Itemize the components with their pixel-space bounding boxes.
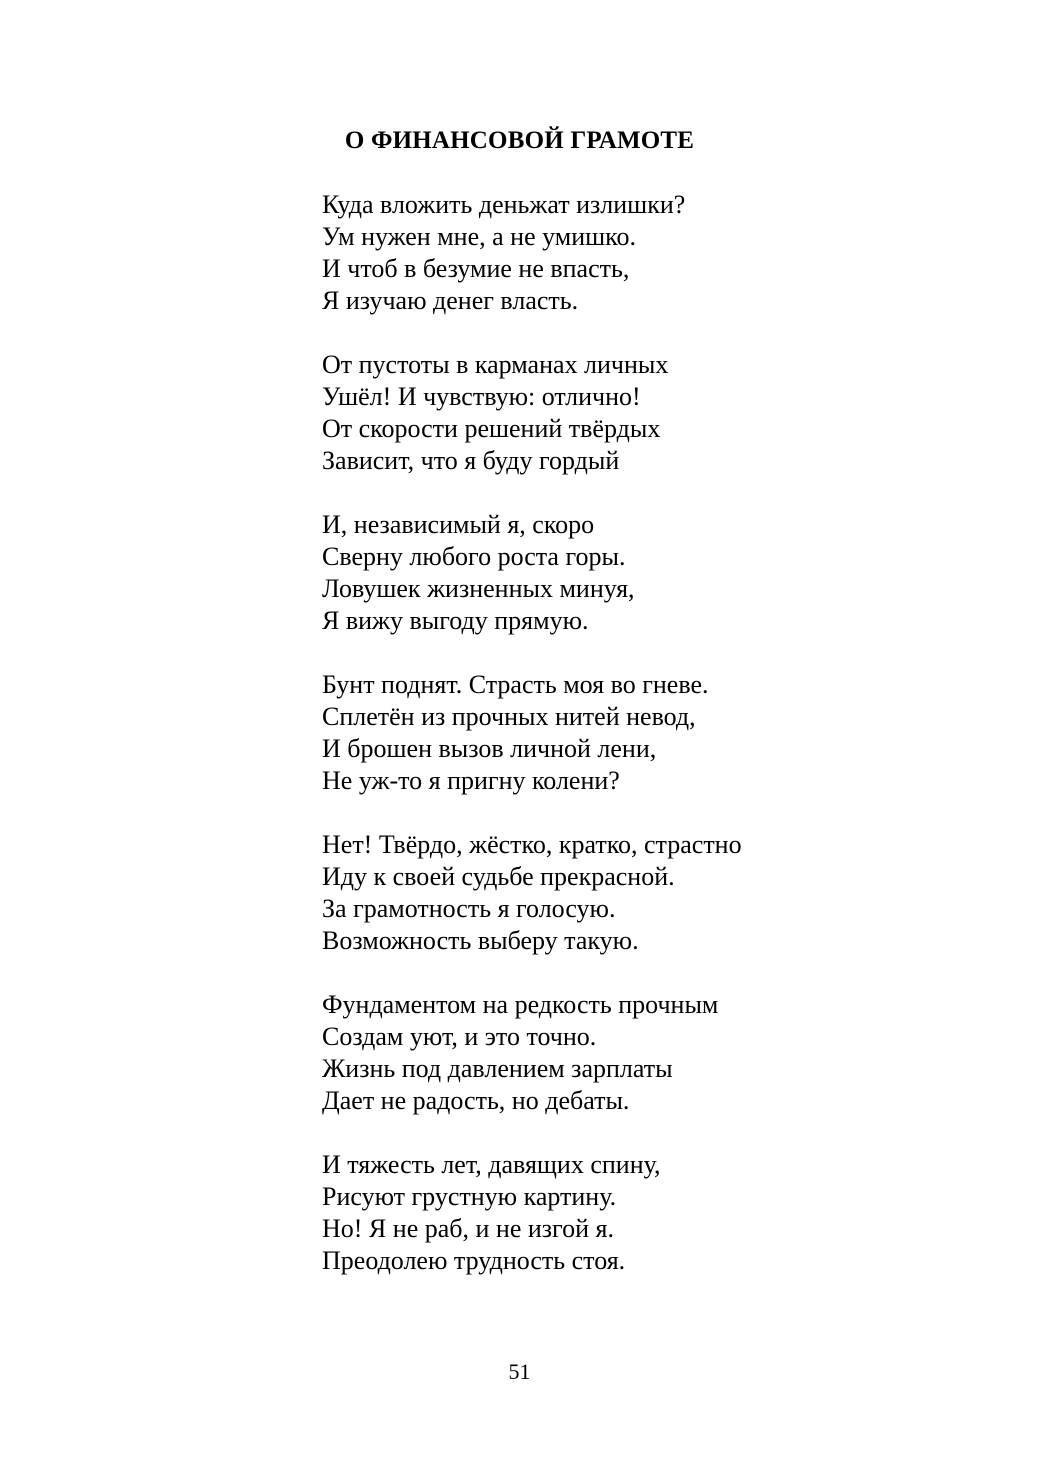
poem-line: Сверну любого роста горы. [322, 542, 626, 571]
poem-line: И, независимый я, скоро [322, 510, 595, 539]
poem-line: Создам уют, и это точно. [322, 1022, 597, 1051]
poem-line: Преодолею трудность стоя. [322, 1246, 626, 1275]
poem-line: Фундаментом на редкость прочным [322, 990, 719, 1019]
stanza-2 [322, 349, 1002, 477]
poem-line: Я изучаю денег власть. [322, 286, 579, 315]
poem-line: Дает не радость, но дебаты. [322, 1086, 630, 1115]
poem-line: Но! Я не раб, и не изгой я. [322, 1214, 614, 1243]
poem-line: От пустоты в карманах личных [322, 350, 669, 379]
poem-line: И брошен вызов личной лени, [322, 734, 657, 763]
poem-line: За грамотность я голосую. [322, 894, 616, 923]
poem-line: Нет! Твёрдо, жёстко, кратко, страстно [322, 830, 742, 859]
poem-line: Иду к своей судьбе прекрасной. [322, 862, 675, 891]
poem-line: Возможность выберу такую. [322, 926, 639, 955]
stanza-3 [322, 509, 1002, 637]
stanza-7 [322, 1149, 1002, 1277]
stanza-5 [322, 829, 1002, 957]
page-number: 51 [508, 1359, 531, 1384]
poem-line: Ловушек жизненных минуя, [322, 574, 635, 603]
poem-line: Зависит, что я буду гордый [322, 446, 620, 475]
poem-line: Ум нужен мне, а не умишко. [322, 222, 636, 251]
poem-line: И чтоб в безумие не впасть, [322, 254, 630, 283]
poem-line: Рисуют грустную картину. [322, 1182, 617, 1211]
poem-line: От скорости решений твёрдых [322, 414, 661, 443]
poem-line: Сплетён из прочных нитей невод, [322, 702, 696, 731]
poem-line: Куда вложить деньжат излишки? [322, 190, 686, 219]
poem-body [322, 189, 1002, 1309]
stanza-6 [322, 989, 1002, 1117]
poem-line: Ушёл! И чувствую: отлично! [322, 382, 641, 411]
stanza-1 [322, 189, 1002, 317]
stanza-4 [322, 669, 1002, 797]
poem-line: И тяжесть лет, давящих спину, [322, 1150, 661, 1179]
poem-line: Бунт поднят. Страсть моя во гневе. [322, 670, 709, 699]
poem-title: О ФИНАНСОВОЙ ГРАМОТЕ [344, 127, 695, 154]
poem-line: Не уж-то я пригну колени? [322, 766, 620, 795]
poem-line: Я вижу выгоду прямую. [322, 606, 589, 635]
poem-line: Жизнь под давлением зарплаты [322, 1054, 673, 1083]
